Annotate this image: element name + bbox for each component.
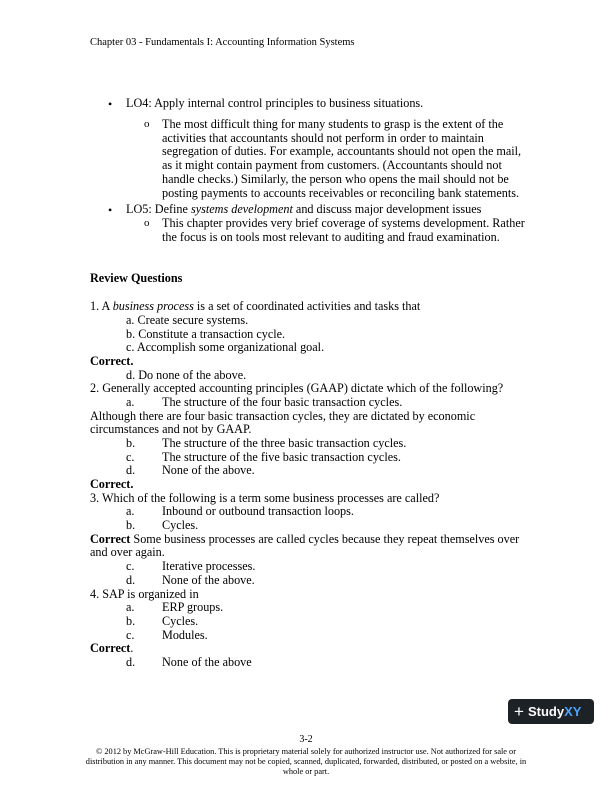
lo5-sub-text: This chapter provides very brief coverage of systems development. Rather the focus is on tools most relevant to auditing and fraud examination. <box>162 216 525 244</box>
q4-option-a: ERP groups. <box>162 600 224 614</box>
q4-option-a-label: a. <box>126 600 135 614</box>
q1-option-a: a. Create secure systems. <box>126 313 249 327</box>
q2-option-b-label: b. <box>126 436 136 450</box>
question-2-stem: 2. Generally accepted accounting principles (GAAP) dictate which of the following? <box>90 381 504 395</box>
page-number: 3-2 <box>299 734 313 745</box>
q3-option-b-label: b. <box>126 518 136 532</box>
q1-option-c: c. Accomplish some organizational goal. <box>126 340 325 354</box>
q4-option-c-label: c. <box>126 628 135 642</box>
q3-option-d: None of the above. <box>162 573 255 587</box>
q2-option-a: The structure of the four basic transaction cycles. <box>162 395 403 409</box>
studyxy-badge[interactable]: + Study XY <box>508 699 594 724</box>
page-header: Chapter 03 - Fundamentals I: Accounting Information Systems <box>90 37 355 48</box>
circle-bullet-icon: o <box>144 118 150 130</box>
q2-correct-label: Correct. <box>90 477 134 491</box>
question-1-stem: 1. A business process is a set of coordinated activities and tasks that <box>90 299 421 313</box>
q4-option-d: None of the above <box>162 655 252 669</box>
q1-option-b: b. Constitute a transaction cycle. <box>126 327 286 341</box>
q4-option-c: Modules. <box>162 628 208 642</box>
q2-note-line1: Although there are four basic transaction cycles, they are dictated by economic <box>90 409 476 423</box>
q2-option-c: The structure of the five basic transaction cycles. <box>162 450 401 464</box>
q2-option-c-label: c. <box>126 450 135 464</box>
q2-note-line2: circumstances and not by GAAP. <box>90 422 252 436</box>
q2-option-a-label: a. <box>126 395 135 409</box>
q2-option-d-label: d. <box>126 463 136 477</box>
q2-option-d: None of the above. <box>162 463 255 477</box>
q3-correct-note-line2: and over again. <box>90 545 165 559</box>
lo4-text: LO4: Apply internal control principles to business situations. <box>126 96 424 110</box>
q3-option-a: Inbound or outbound transaction loops. <box>162 504 354 518</box>
q3-option-a-label: a. <box>126 504 135 518</box>
plus-icon: + <box>514 702 524 721</box>
q3-correct-note: Correct Some business processes are called cycles because they repeat themselves over <box>90 532 520 546</box>
copyright-notice: © 2012 by McGraw-Hill Education. This is proprietary material solely for authorized instructor use. Not authorized for sale or distribution in any manner. This document may not be copied, scanned, duplicated, forwarded, distributed, or posted on a website, in whole or part. <box>85 747 527 776</box>
q3-option-c: Iterative processes. <box>162 559 256 573</box>
q2-option-b: The structure of the three basic transaction cycles. <box>162 436 407 450</box>
lo5-text: LO5: Define systems development and discuss major development issues <box>126 202 482 216</box>
question-3-stem: 3. Which of the following is a term some business processes are called? <box>90 491 440 505</box>
q3-option-c-label: c. <box>126 559 135 573</box>
review-questions-heading: Review Questions <box>90 271 183 285</box>
q4-option-d-label: d. <box>126 655 136 669</box>
q4-option-b: Cycles. <box>162 614 199 628</box>
question-4-stem: 4. SAP is organized in <box>90 587 199 601</box>
bullet-icon: • <box>108 203 113 217</box>
q1-correct-label: Correct. <box>90 354 134 368</box>
q4-option-b-label: b. <box>126 614 136 628</box>
circle-bullet-icon: o <box>144 217 150 229</box>
q3-option-b: Cycles. <box>162 518 199 532</box>
q4-correct-label: Correct. <box>90 641 134 655</box>
bullet-icon: • <box>108 97 113 111</box>
lo4-sub-text: The most difficult thing for many students to grasp is the extent of the activities that accountants should not perform in order to maintain segregation of duties. For example, accountants should not open the mail, as it might contain payment from customers. (Accountants should not handle checks.) Similarly, the person who opens the mail should not be posting payments to accounts receivables or reconciling bank statements. <box>162 117 522 200</box>
q3-option-d-label: d. <box>126 573 136 587</box>
q1-option-d: d. Do none of the above. <box>126 368 247 382</box>
